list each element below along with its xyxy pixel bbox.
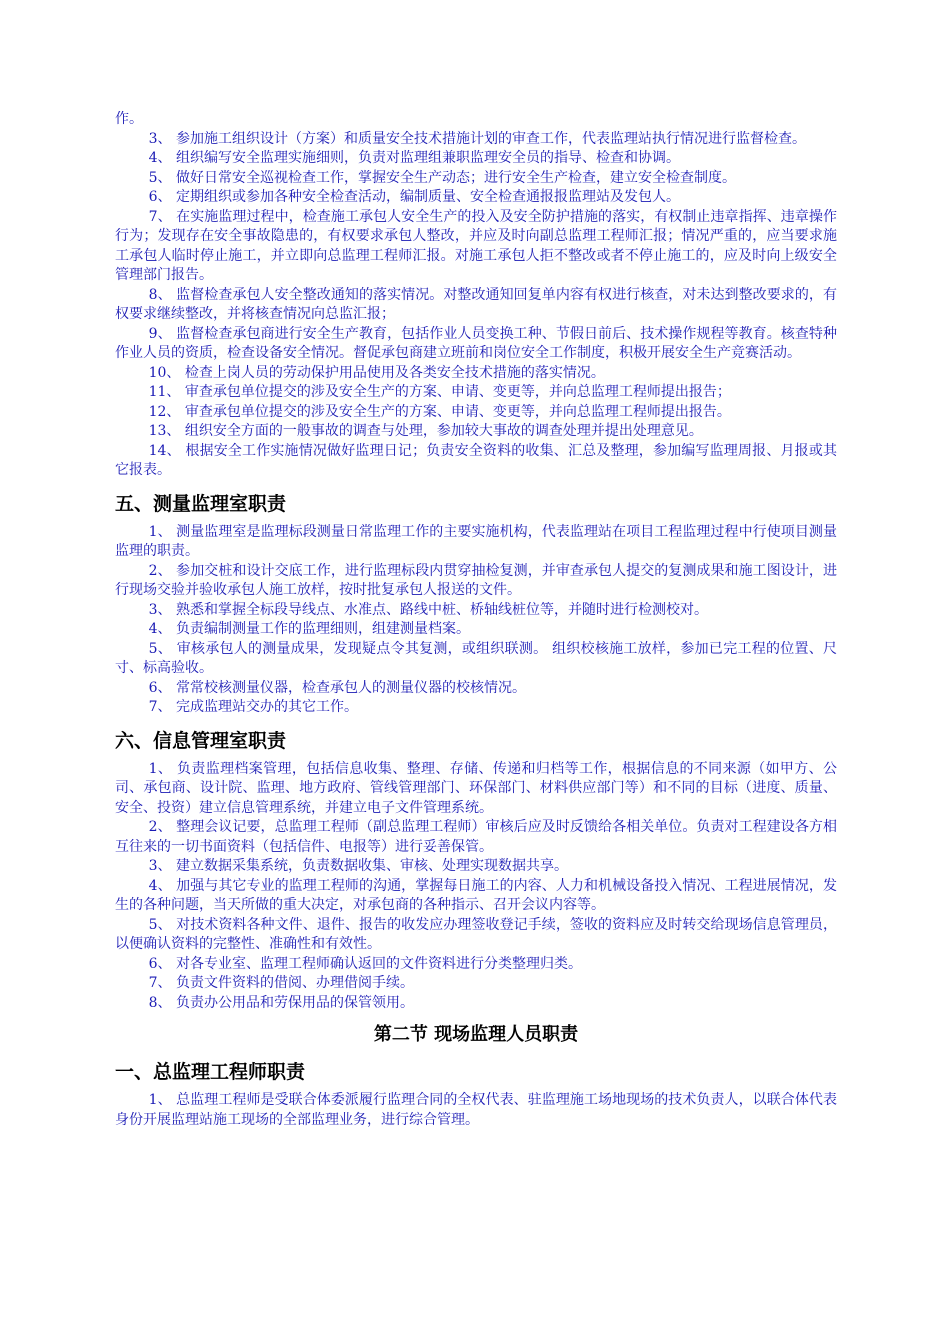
list-item: 1、 测量监理室是监理标段测量日常监理工作的主要实施机构，代表监理站在项目工程监理过程中行使项目测量监理的职责。: [115, 523, 837, 559]
list-item: 1、 总监理工程师是受联合体委派履行监理合同的全权代表、驻监理施工场地现场的技术负责人，以联合体代表身份开展监理站施工现场的全部监理业务，进行综合管理。: [115, 1092, 837, 1128]
list-item: 10、 检查上岗人员的劳动保护用品使用及各类安全技术措施的落实情况。: [148, 364, 605, 381]
document-page: [115, 110, 837, 1130]
list-item: 7、 在实施监理过程中，检查施工承包人安全生产的投入及安全防护措施的落实，有权制止违章指挥、违章操作行为；发现存在安全事故隐患的，有权要求承包人整改，并应及时向副总监理工程师汇报；情况严重的，应当要求施工承包人临时停止施工，并立即向总监理工程师汇报。对施工承包人拒不整改或者不停止施工的，应及时向上级安全管理部门报告。: [115, 208, 837, 283]
list-item: 9、 监督检查承包商进行安全生产教育，包括作业人员变换工种、节假日前后、技术操作规程等教育。核查特种作业人员的资质，检查设备安全情况。督促承包商建立班前和岗位安全工作制度，积极开展安全生产竞赛活动。: [115, 325, 837, 361]
survey-duties-list: [115, 523, 837, 718]
list-item: 6、 对各专业室、监理工程师确认返回的文件资料进行分类整理归类。: [148, 955, 582, 972]
chapter-heading: 第二节 现场监理人员职责: [373, 1024, 579, 1045]
list-item: 11、 审查承包单位提交的涉及安全生产的方案、申请、变更等，并向总监理工程师提出报告；: [148, 384, 731, 400]
list-item: 7、 完成监理站交办的其它工作。: [148, 699, 358, 715]
list-item: 2、 参加交桩和设计交底工作，进行监理标段内贯穿抽检复测，并审查承包人提交的复测成果和施工图设计，进行现场交验并验收承包人施工放样，按时批复承包人报送的文件。: [115, 562, 837, 598]
list-item: 5、 审核承包人的测量成果，发现疑点令其复测，或组织联测。 组织校核施工放样，参加已完工程的位置、尺寸、标高验收。: [115, 640, 837, 676]
safety-duties-list: [115, 130, 837, 481]
list-item: 3、 建立数据采集系统，负责数据收集、审核、处理实现数据共享。: [148, 858, 568, 874]
chief-engineer-duties-list: [115, 1091, 837, 1130]
section-heading-survey: 五、测量监理室职责: [115, 492, 287, 515]
list-item: 8、 监督检查承包人安全整改通知的落实情况。对整改通知回复单内容有权进行核查，对未达到整改要求的，有权要求继续整改，并将核查情况向总监汇报；: [115, 286, 837, 322]
list-item: 5、 做好日常安全巡视检查工作，掌握安全生产动态；进行安全生产检查，建立安全检查制度。: [148, 169, 736, 186]
list-item: 5、 对技术资料各种文件、退件、报告的收发应办理签收登记手续，签收的资料应及时转交给现场信息管理员，以便确认资料的完整性、准确性和有效性。: [115, 916, 837, 952]
information-duties-list: [115, 760, 837, 1014]
list-item: 3、 参加施工组织设计（方案）和质量安全技术措施计划的审查工作，代表监理站执行情况进行监督检查。: [148, 130, 806, 147]
list-item: 14、 根据安全工作实施情况做好监理日记；负责安全资料的收集、汇总及整理，参加编写监理周报、月报或其它报表。: [115, 442, 837, 478]
list-item: 6、 常常校核测量仪器，检查承包人的测量仪器的校核情况。: [148, 679, 526, 696]
list-item: 13、 组织安全方面的一般事故的调查与处理，参加较大事故的调查处理并提出处理意见。: [148, 423, 703, 439]
list-item: 2、 整理会议记要，总监理工程师（副总监理工程师）审核后应及时反馈给各相关单位。负责对工程建设各方相互往来的一切书面资料（包括信件、电报等）进行妥善保管。: [115, 819, 837, 855]
list-item: 6、 定期组织或参加各种安全检查活动，编制质量、安全检查通报报监理站及发包人。: [148, 189, 680, 205]
list-item: 4、 负责编制测量工作的监理细则，组建测量档案。: [148, 621, 470, 637]
list-item: 8、 负责办公用品和劳保用品的保管领用。: [148, 994, 414, 1011]
section-heading-information: 六、信息管理室职责: [115, 729, 287, 752]
list-item: 1、 负责监理档案管理，包括信息收集、整理、存储、传递和归档等工作，根据信息的不同来源（如甲方、公司、承包商、设计院、监理、地方政府、管线管理部门、环保部门、材料供应部门等）和不同的目标（进度、质量、安全、投资）建立信息管理系统，并建立电子文件管理系统。: [115, 760, 837, 816]
section-heading-chief-engineer: 一、总监理工程师职责: [115, 1061, 306, 1083]
paragraph-continuation: 作。: [115, 111, 143, 127]
list-item: 3、 熟悉和掌握全标段导线点、水准点、路线中桩、桥轴线桩位等，并随时进行检测校对。: [148, 601, 708, 618]
list-item: 12、 审查承包单位提交的涉及安全生产的方案、申请、变更等，并向总监理工程师提出报告。: [148, 403, 731, 420]
list-item: 7、 负责文件资料的借阅、办理借阅手续。: [148, 975, 414, 991]
list-item: 4、 组织编写安全监理实施细则，负责对监理组兼职监理安全员的指导、检查和协调。: [148, 150, 680, 166]
list-item: 4、 加强与其它专业的监理工程师的沟通，掌握每日施工的内容、人力和机械设备投入情况、工程进展情况，发生的各种问题，当天所做的重大决定，对承包商的各种指示、召开会议内容等。: [115, 877, 837, 913]
